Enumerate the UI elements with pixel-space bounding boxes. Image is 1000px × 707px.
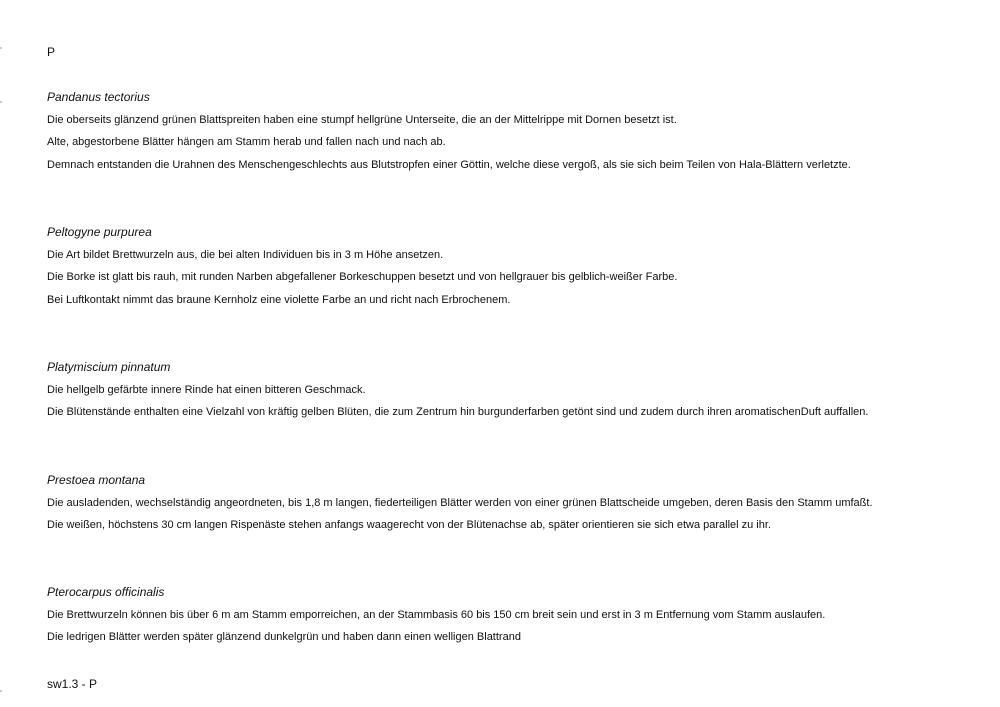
description-line: Die ledrigen Blätter werden später glänzend dunkelgrün und haben dann einen welligen Blattrand xyxy=(47,631,521,643)
description-line: Die Borke ist glatt bis rauh, mit runden Narben abgefallener Borkeschuppen besetzt und von hellgrauer bis gelblich-weißer Farbe. xyxy=(47,271,678,283)
description-line: Die oberseits glänzend grünen Blattspreiten haben eine stumpf hellgrüne Unterseite, die an der Mittelrippe mit Dornen besetzt ist. xyxy=(47,113,677,126)
section-letter: P xyxy=(47,45,56,59)
description-line: Die Brettwurzeln können bis über 6 m am Stamm emporreichen, an der Stammbasis 60 bis 150 cm breit sein und erst in 3 m Entfernung vom Stamm auslaufen. xyxy=(47,608,826,621)
species-name: Prestoea montana xyxy=(47,473,146,487)
species-name: Platymiscium pinnatum xyxy=(47,360,171,374)
entry-pandanus-tectorius xyxy=(47,89,977,179)
description-line: Demnach entstanden die Urahnen des Menschengeschlechts aus Blutstropfen einer Göttin, welche diese vergoß, als sie sich beim Teilen von Hala-Blättern verletzte. xyxy=(47,158,851,171)
species-name: Pandanus tectorius xyxy=(47,90,150,104)
edge-mark xyxy=(0,47,2,49)
description-line: Die Art bildet Brettwurzeln aus, die bei alten Individuen bis in 3 m Höhe ansetzen. xyxy=(47,248,444,261)
description-line: Die weißen, höchstens 30 cm langen Rispenäste stehen anfangs waagerecht von der Blütenachse ab, später orientieren sie sich etwa parallel zu ihr. xyxy=(47,519,771,531)
edge-mark xyxy=(0,690,2,692)
description-line: Die ausladenden, wechselständig angeordneten, bis 1,8 m langen, fiederteiligen Blätter werden von einer grünen Blattscheide umgeben, deren Basis den Stamm umfaßt. xyxy=(47,496,873,509)
page-footer: sw1.3 - P xyxy=(47,677,98,691)
entry-platymiscium-pinnatum xyxy=(47,359,977,427)
entry-prestoea-montana xyxy=(47,472,977,540)
edge-mark xyxy=(0,101,2,103)
species-name: Pterocarpus officinalis xyxy=(47,585,165,599)
description-line: Die Blütenstände enthalten eine Vielzahl von kräftig gelben Blüten, die zum Zentrum hin burgunderfarben getönt sind und zudem durch ihren aromatischenDuft auffallen. xyxy=(47,406,869,418)
species-name: Peltogyne purpurea xyxy=(47,225,152,239)
description-line: Bei Luftkontakt nimmt das braune Kernholz eine violette Farbe an und richt nach Erbrochenem. xyxy=(47,293,511,306)
entry-peltogyne-purpurea xyxy=(47,224,977,314)
description-line: Die hellgelb gefärbte innere Rinde hat einen bitteren Geschmack. xyxy=(47,383,366,396)
entry-pterocarpus-officinalis xyxy=(47,584,977,652)
description-line: Alte, abgestorbene Blätter hängen am Stamm herab und fallen nach und nach ab. xyxy=(47,136,446,148)
